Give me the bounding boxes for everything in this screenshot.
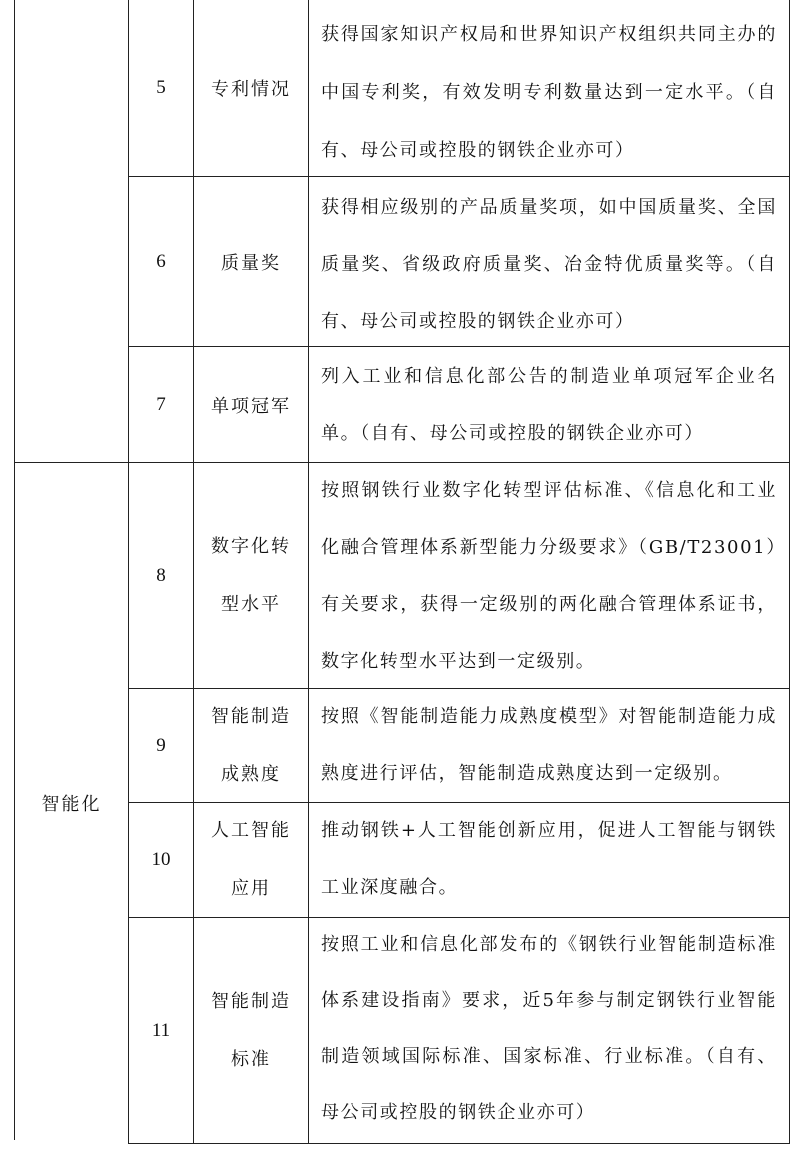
row-index xyxy=(129,177,193,346)
row-index xyxy=(129,803,193,917)
row-name-text: 专利情况 xyxy=(211,79,291,100)
row-index xyxy=(129,347,193,462)
row-name-text: 质量奖 xyxy=(221,252,281,274)
row-name-text: 单项冠军 xyxy=(211,395,291,417)
row-index-text: 6 xyxy=(156,250,166,272)
category-cell xyxy=(15,463,128,1143)
row-name-text: 人工智能应用 xyxy=(211,820,291,899)
row-description xyxy=(309,348,789,462)
row-description-text: 按照工业和信息化部发布的《钢铁行业智能制造标准体系建设指南》要求，近5年参与制定钢铁行业智能制造领域国际标准、国家标准、行业标准。（自有、母公司或控股的钢铁企业亦可） xyxy=(321,934,777,1123)
row-description-text: 获得相应级别的产品质量奖项，如中国质量奖、全国质量奖、省级政府质量奖、冶金特优质量奖等。（自有、母公司或控股的钢铁企业亦可） xyxy=(321,197,777,332)
row-index-text: 5 xyxy=(156,77,166,98)
row-name-text: 智能制造标准 xyxy=(211,990,291,1070)
row-description-text: 列入工业和信息化部公告的制造业单项冠军企业名单。（自有、母公司或控股的钢铁企业亦可） xyxy=(321,366,777,444)
row-name-text: 智能制造成熟度 xyxy=(211,705,291,785)
row-description-text: 推动钢铁+人工智能创新应用，促进人工智能与钢铁工业深度融合。 xyxy=(321,820,777,898)
row-description xyxy=(309,179,789,350)
table-border-right xyxy=(789,0,790,1143)
row-description xyxy=(309,6,789,180)
row-index-text: 11 xyxy=(151,1019,171,1041)
row-description xyxy=(309,917,789,1141)
row-index-text: 10 xyxy=(151,849,171,870)
row-index-text: 8 xyxy=(156,564,166,586)
row-name xyxy=(194,177,308,346)
row-name xyxy=(194,347,308,462)
row-name xyxy=(194,918,308,1143)
row-name xyxy=(194,463,308,688)
row-description xyxy=(309,802,789,916)
table-border-bottom xyxy=(128,1143,790,1144)
row-description xyxy=(309,688,789,802)
row-description xyxy=(309,462,789,690)
category-label: 智能化 xyxy=(41,794,102,815)
row-index xyxy=(129,918,193,1143)
row-name xyxy=(194,689,308,802)
row-name xyxy=(194,0,308,176)
row-index xyxy=(129,689,193,802)
row-index-text: 7 xyxy=(156,393,166,415)
row-name-text: 数字化转型水平 xyxy=(211,535,291,615)
row-description-text: 按照钢铁行业数字化转型评估标准、《信息化和工业化融合管理体系新型能力分级要求》（GB/T23001）有关要求，获得一定级别的两化融合管理体系证书，数字化转型水平达到一定级别。 xyxy=(321,480,777,672)
row-index-text: 9 xyxy=(156,734,166,756)
row-description-text: 按照《智能制造能力成熟度模型》对智能制造能力成熟度进行评估，智能制造成熟度达到一定级别。 xyxy=(321,706,777,784)
row-index xyxy=(129,463,193,688)
row-name xyxy=(194,803,308,917)
row-description-text: 获得国家知识产权局和世界知识产权组织共同主办的中国专利奖，有效发明专利数量达到一定水平。（自有、母公司或控股的钢铁企业亦可） xyxy=(321,24,777,161)
row-index xyxy=(129,0,193,176)
